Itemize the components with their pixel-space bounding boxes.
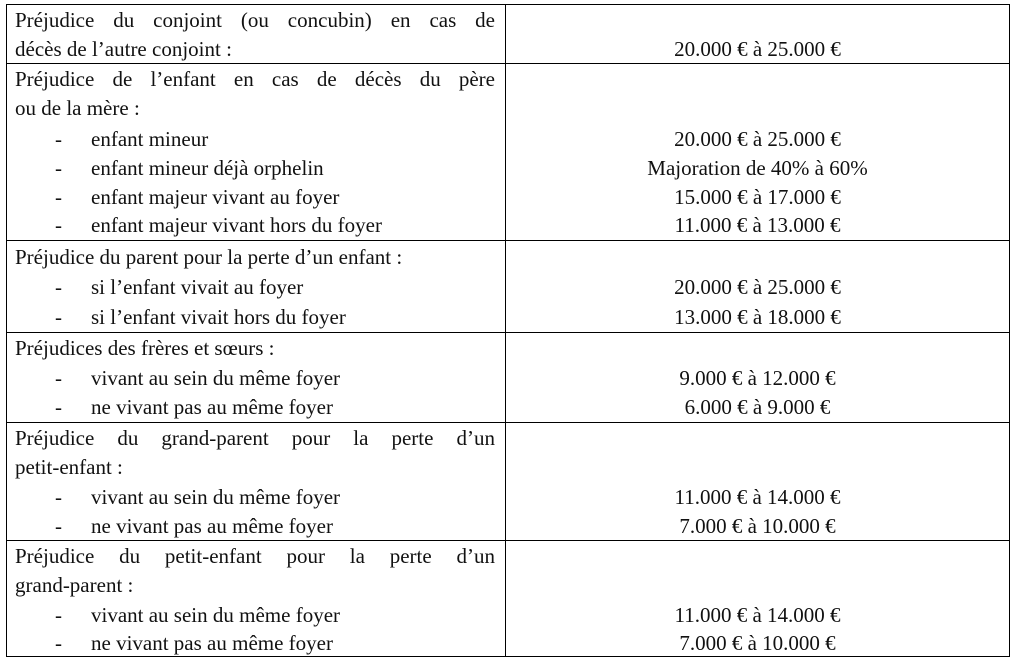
- list-dash: -: [55, 156, 62, 180]
- table-row: [7, 63, 1009, 240]
- list-item-label: enfant mineur: [91, 127, 209, 151]
- row-heading-line: Préjudice du petit-enfant pour la perte d’un: [15, 544, 495, 568]
- list-item-value: 15.000 € à 17.000 €: [674, 185, 841, 209]
- list-item-value: 9.000 € à 12.000 €: [679, 366, 836, 390]
- list-item-label: vivant au sein du même foyer: [91, 485, 341, 509]
- list-item-label: ne vivant pas au même foyer: [91, 514, 333, 538]
- list-dash: -: [55, 213, 62, 237]
- list-item-value: 11.000 € à 14.000 €: [674, 603, 841, 627]
- row-heading-line: Préjudice du grand-parent pour la perte d’un: [15, 426, 495, 450]
- table-row: [7, 5, 1009, 63]
- list-dash: -: [55, 366, 62, 390]
- list-dash: -: [55, 127, 62, 151]
- list-item-label: vivant au sein du même foyer: [91, 366, 341, 390]
- row-value: 20.000 € à 25.000 €: [674, 37, 841, 61]
- list-dash: -: [55, 185, 62, 209]
- list-item-label: enfant majeur vivant hors du foyer: [91, 213, 382, 237]
- list-item-label: ne vivant pas au même foyer: [91, 631, 333, 655]
- list-item-value: 11.000 € à 14.000 €: [674, 485, 841, 509]
- list-dash: -: [55, 275, 62, 299]
- list-item-label: enfant majeur vivant au foyer: [91, 185, 340, 209]
- list-item-value: 7.000 € à 10.000 €: [679, 514, 836, 538]
- table-row: [7, 422, 1009, 540]
- list-dash: -: [55, 305, 62, 329]
- list-item-value: 20.000 € à 25.000 €: [674, 127, 841, 151]
- row-heading-line: décès de l’autre conjoint :: [15, 37, 232, 61]
- list-dash: -: [55, 603, 62, 627]
- list-item-value: Majoration de 40% à 60%: [647, 156, 868, 180]
- list-dash: -: [55, 514, 62, 538]
- row-heading-line: Préjudice du parent pour la perte d’un enfant :: [15, 245, 403, 269]
- list-item-value: 11.000 € à 13.000 €: [674, 213, 841, 237]
- list-dash: -: [55, 395, 62, 419]
- table-row: [7, 240, 1009, 332]
- list-item-label: si l’enfant vivait au foyer: [91, 275, 304, 299]
- row-heading-line: Préjudices des frères et sœurs :: [15, 336, 275, 360]
- row-heading-line: grand-parent :: [15, 573, 134, 597]
- list-item-label: ne vivant pas au même foyer: [91, 395, 333, 419]
- table-row: [7, 540, 1009, 656]
- list-dash: -: [55, 631, 62, 655]
- table-row: [7, 332, 1009, 422]
- compensation-table: [6, 4, 1010, 657]
- list-item-value: 20.000 € à 25.000 €: [674, 275, 841, 299]
- list-item-value: 7.000 € à 10.000 €: [679, 631, 836, 655]
- list-dash: -: [55, 485, 62, 509]
- list-item-value: 13.000 € à 18.000 €: [674, 305, 841, 329]
- row-heading-line: Préjudice du conjoint (ou concubin) en cas de: [15, 8, 495, 32]
- list-item-value: 6.000 € à 9.000 €: [684, 395, 831, 419]
- list-item-label: vivant au sein du même foyer: [91, 603, 341, 627]
- row-heading-line: petit-enfant :: [15, 455, 123, 479]
- list-item-label: enfant mineur déjà orphelin: [91, 156, 324, 180]
- row-heading-line: Préjudice de l’enfant en cas de décès du père: [15, 67, 495, 91]
- list-item-label: si l’enfant vivait hors du foyer: [91, 305, 346, 329]
- row-heading-line: ou de la mère :: [15, 96, 140, 120]
